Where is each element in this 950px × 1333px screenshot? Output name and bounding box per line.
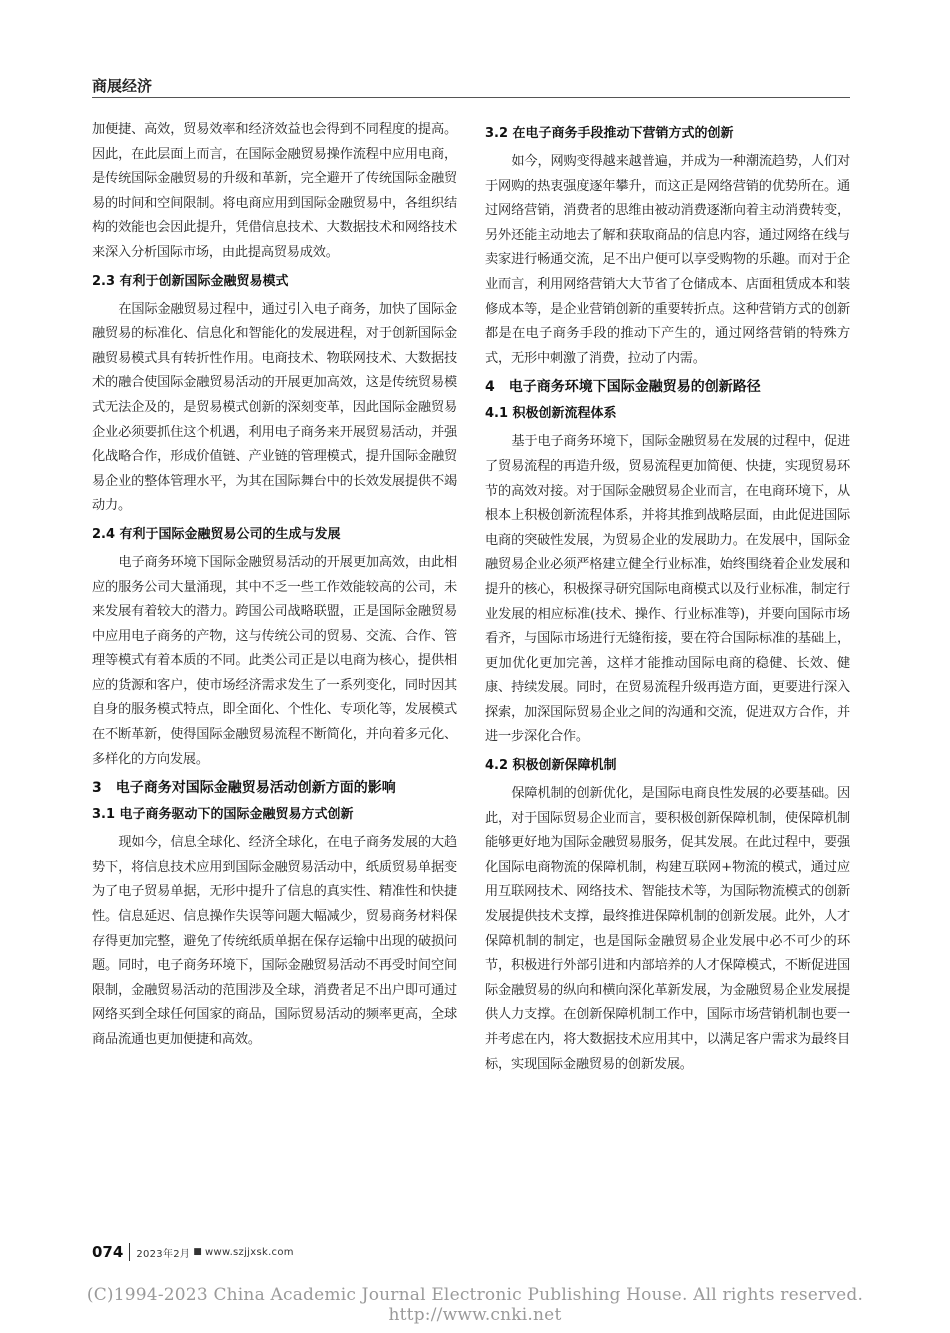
paragraph-4-2: 保障机制的创新优化，是国际电商良性发展的必要基础。因此，对于国际贸易企业而言，要积极创新保障机制，使保障机制能够更好地为国际金融贸易服务，促其发展。在此过程中，要强化国际电商物流的保障机制，构建互联网+物流的模式，通过应用互联网技术、网络技术、智能技术等，为国际物流模式的创新发展提供技术支撑，最终推进保障机制的创新发展。此外，人才保障机制的制定，也是国际金融贸易企业发展中必不可少的环节，积极进行外部引进和内部培养的人才保障模式，不断促进国际金融贸易的纵向和横向深化革新发展，为金融贸易企业发展提供人力支撑。在创新保障机制工作中，国际市场营销机制也要一并考虑在内，将大数据技术应用其中，以满足客户需求为最终目标，实现国际金融贸易的创新发展。 [485,786,850,1072]
page-footer [92,1242,294,1262]
paragraph-3-1: 现如今，信息全球化、经济全球化，在电子商务发展的大趋势下，将信息技术应用到国际金融贸易活动中，纸质贸易单据变为了电子贸易单据，无形中提升了信息的真实性、精准性和快捷性。信息延迟、信息操作失误等问题大幅减少，贸易商务材料保存得更加完整，避免了传统纸质单据在保存运输中出现的破损问题。同时，电子商务环境下，国际金融贸易活动不再受时间空间限制，金融贸易活动的范围涉及全球，消费者足不出户即可通过网络买到全球任何国家的商品，国际贸易活动的频率更高，全球商品流通也更加便捷和高效。 [92,835,457,1047]
footer-divider [129,1243,130,1261]
heading-2-4: 2.4 有利于国际金融贸易公司的生成与发展 [92,526,341,542]
paragraph-3-2: 如今，网购变得越来越普遍，并成为一种潮流趋势，人们对于网购的热衷强度逐年攀升，而这正是网络营销的优势所在。通过网络营销，消费者的思维由被动消费逐渐向着主动消费转变，另外还能主动地去了解和获取商品的信息内容，通过网络在线与卖家进行畅通交流，足不出户便可以享受购物的乐趣。而对于企业而言，利用网络营销大大节省了仓储成本、店面租赁成本和装修成本等，是企业营销创新的重要转折点。这种营销方式的创新都是在电子商务手段的推动下产生的，通过网络营销的特殊方式，无形中刺激了消费，拉动了内需。 [485,154,850,366]
right-column [485,118,850,1077]
footer-website: www.szjjxsk.com [205,1246,294,1258]
heading-2-3: 2.3 有利于创新国际金融贸易模式 [92,273,289,289]
journal-header [92,73,850,98]
heading-3: 3 电子商务对国际金融贸易活动创新方面的影响 [92,780,396,797]
paragraph-2-4: 电子商务环境下国际金融贸易活动的开展更加高效，由此相应的服务公司大量涌现，其中不乏一些工作效能较高的公司，未来发展有着较大的潜力。跨国公司战略联盟，正是国际金融贸易中应用电子商务的产物，这与传统公司的贸易、交流、合作、管理等模式有着本质的不同。此类公司正是以电商为核心，提供相应的货源和客户，使市场经济需求发生了一系列变化，同时因其自身的服务模式特点，即全面化、个性化、专项化等，发展模式在不断革新，使得国际金融贸易流程不断简化，并向着多元化、多样化的方向发展。 [92,554,457,767]
copyright-watermark: (C)1994-2023 China Academic Journal Electronic Publishing House. All rights reserved. http://www.cnki.net [86,1285,864,1325]
heading-4-1: 4.1 积极创新流程体系 [485,406,617,422]
page-number: 074 [92,1243,124,1261]
heading-4: 4 电子商务环境下国际金融贸易的创新路径 [485,379,761,396]
heading-3-1: 3.1 电子商务驱动下的国际金融贸易方式创新 [92,807,354,823]
left-column [92,118,457,1053]
heading-3-2: 3.2 在电子商务手段推动下营销方式的创新 [485,126,734,141]
footer-date: 2023年2月 [136,1248,191,1260]
square-icon: ■ [193,1247,203,1257]
paragraph-2-3: 在国际金融贸易过程中，通过引入电子商务，加快了国际金融贸易的标准化、信息化和智能化的发展进程，对于创新国际金融贸易模式具有转折性作用。电商技术、物联网技术、大数据技术的融合使国际金融贸易活动的开展更加高效，这是传统贸易模式无法企及的，是贸易模式创新的深刻变革，因此国际金融贸易企业必须要抓住这个机遇，利用电子商务来开展贸易活动，并强化战略合作，形成价值链、产业链的管理模式，提升国际金融贸易企业的整体管理水平，为其在国际舞台中的长效发展提供不竭动力。 [92,301,457,514]
heading-4-2: 4.2 积极创新保障机制 [485,758,617,774]
paragraph-continued: 加便捷、高效，贸易效率和经济效益也会得到不同程度的提高。因此，在此层面上而言，在国际金融贸易操作流程中应用电商，是传统国际金融贸易的升级和革新，完全避开了传统国际金融贸易的时间和空间限制。将电商应用到国际金融贸易中，各组织结构的效能也会因此提升，凭借信息技术、大数据技术和网络技术来深入分析国际市场，由此提高贸易成效。 [92,122,457,260]
journal-title: 商展经济 [92,77,153,95]
paragraph-4-1: 基于电子商务环境下，国际金融贸易在发展的过程中，促进了贸易流程的再造升级，贸易流程更加简便、快捷，实现贸易环节的高效对接。对于国际金融贸易企业而言，在电商环境下，从根本上积极创新流程体系，并将其推到战略层面，由此促进国际电商的突破性发展，为贸易企业的发展助力。在发展中，国际金融贸易企业必须严格建立健全行业标准，始终围绕着企业发展和提升的核心，积极探寻研究国际电商模式以及行业标准，制定行业发展的相应标准(技术、操作、行业标准等)，并要向国际市场看齐，与国际市场进行无缝衔接，要在符合国际标准的基础上，更加优化更加完善，这样才能推动国际电商的稳健、长效、健康、持续发展。同时，在贸易流程升级再造方面，更要进行深入探索，加深国际贸易企业之间的沟通和交流，促进双方合作，并进一步深化合作。 [485,434,850,745]
